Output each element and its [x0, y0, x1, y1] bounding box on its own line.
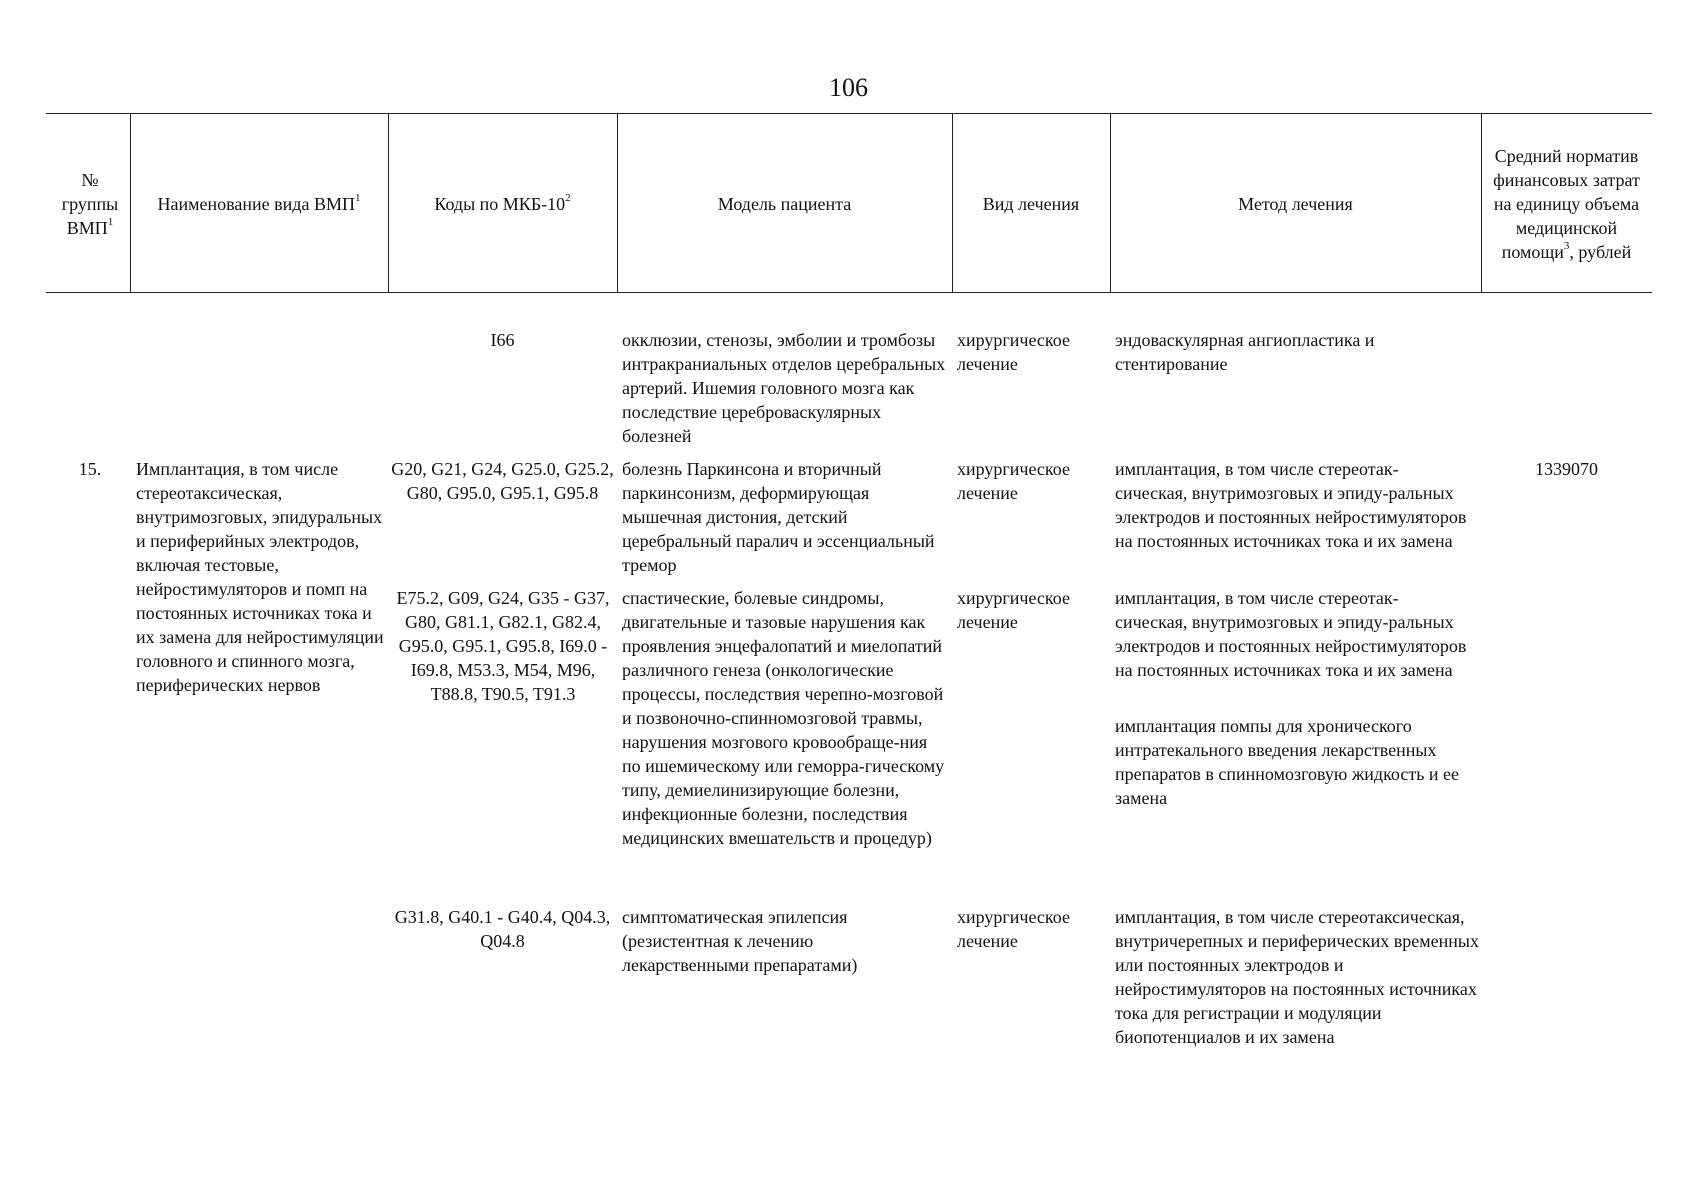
row-treatment-type: хирургическое лечение: [957, 588, 1070, 632]
header-treatment-method: Метод лечения: [1238, 193, 1353, 214]
row-patient-model: болезнь Паркинсона и вторичный паркинсонизм, деформирующая мышечная дистония, детский церебральный паралич и эссенциальный тремор: [622, 459, 935, 575]
row-icd-codes: G20, G21, G24, G25.0, G25.2, G80, G95.0, G95.1, G95.8: [391, 459, 614, 503]
row-icd-codes: E75.2, G09, G24, G35 - G37, G80, G81.1, G82.1, G82.4, G95.0, G95.1, G95.8, I69.0 - I69.8, M53.3, M54, M96, T88.8, T90.5, T91.3: [396, 588, 610, 704]
row-treatment-method: имплантация, в том числе стереотак-сическая, внутримозговых и эпиду-ральных электродов и постоянных нейростимуляторов на постоянных источниках тока и их замена: [1115, 459, 1467, 551]
page-number: 106: [829, 73, 868, 102]
row-treatment-method: имплантация, в том числе стереотаксическая, внутричерепных и периферических временных или постоянных электродов и нейростимуляторов на постоянных источниках тока для регистрации и модуляции биопотенциалов и их замена: [1115, 907, 1479, 1047]
row-patient-model: симптоматическая эпилепсия (резистентная к лечению лекарственными препаратами): [622, 907, 858, 975]
row-treatment-type: хирургическое лечение: [957, 459, 1070, 503]
row-treatment-method-alt: имплантация помпы для хронического интратекального введения лекарственных препаратов в спинномозговую жидкость и ее замена: [1115, 716, 1460, 808]
row-patient-model: спастические, болевые синдромы, двигательные и тазовые нарушения как проявления энцефалопатий и миелопатий различного генеза (онкологические процессы, последствия черепно-мозговой и позвоночно-спинномозговой травмы, нарушения мозгового кровообраще-ния по ишемическому или геморра-гическому типу, демиелинизирующие болезни, инфекционные болезни, последствия медицинских вмешательств и процедур): [622, 588, 945, 848]
header-divider: [952, 114, 953, 293]
row-icd-codes: I66: [490, 330, 515, 350]
row-treatment-method: имплантация, в том числе стереотак-сическая, внутримозговых и эпиду-ральных электродов и постоянных нейростимуляторов на постоянных источниках тока и их замена: [1115, 588, 1467, 680]
header-icd-codes: Коды по МКБ-$10^2$: [434, 191, 571, 214]
header-divider: [1110, 114, 1111, 293]
row-average-cost: 1339070: [1535, 459, 1598, 479]
row-treatment-method: эндоваскулярная ангиопластика и стентирование: [1115, 330, 1375, 374]
header-patient-model: Модель пациента: [717, 193, 852, 214]
header-divider: [388, 114, 389, 293]
row-treatment-type: хирургическое лечение: [957, 907, 1070, 951]
header-group-number: № группы ВМП$^1$: [61, 169, 119, 238]
header-divider: [1481, 114, 1482, 293]
row-icd-codes: G31.8, G40.1 - G40.4, Q04.3, Q04.8: [394, 907, 611, 951]
header-vmp-name: Наименование вида ВМП$^1$: [157, 191, 361, 214]
header-divider: [130, 114, 131, 293]
row-vmp-name: Имплантация, в том числе стереотаксическая, внутримозговых, эпидуральных и периферийных электродов, включая тестовые, нейростимуляторов и помп на постоянных источниках тока и их замена для нейростимуляции головного и спинного мозга, периферических нервов: [136, 459, 384, 695]
header-treatment-type: Вид лечения: [982, 193, 1080, 214]
header-average-cost: Средний норматив финансовых затрат на единицу объема медицинской помощи$^3$, рублей: [1493, 145, 1640, 262]
row-group-number: 15.: [78, 459, 102, 479]
header-divider: [617, 114, 618, 293]
row-treatment-type: хирургическое лечение: [957, 330, 1070, 374]
row-patient-model: окклюзии, стенозы, эмболии и тромбозы интракраниальных отделов церебральных артерий. Ишемия головного мозга как последствие цереброваскулярных болезней: [622, 330, 946, 446]
